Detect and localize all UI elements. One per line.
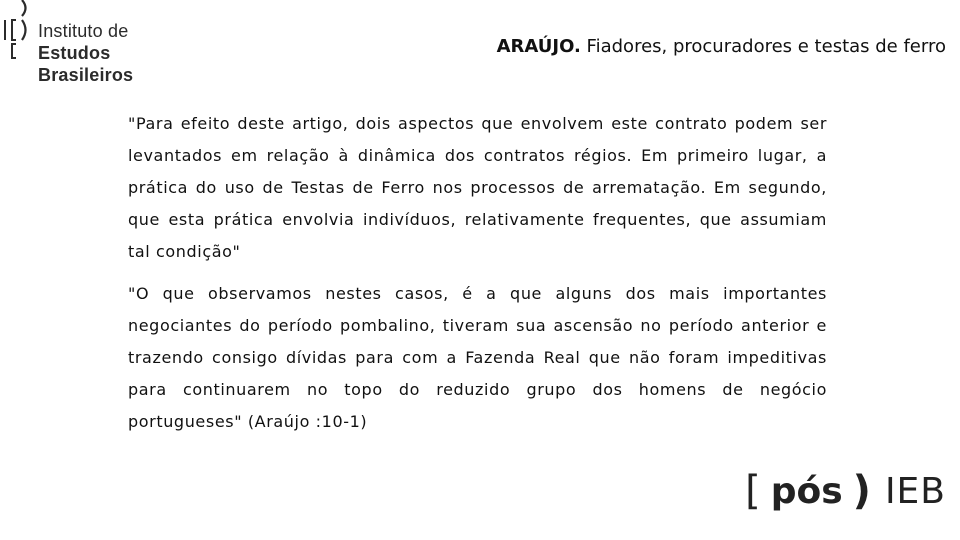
logo-line2-text: Estudos Brasileiros (38, 43, 134, 85)
pos-logo-paren: ) (852, 468, 871, 514)
page-title (497, 36, 946, 57)
pos-logo-bracket: [ (745, 468, 761, 514)
title-author: ARAÚJO. (496, 36, 581, 57)
pos-logo-pos: pós (770, 470, 843, 512)
logo-brackets-icon (2, 0, 32, 62)
quotes-body (128, 108, 827, 438)
pos-ieb-logo (745, 468, 946, 514)
title-text: Fiadores, procuradores e testas de ferro (580, 36, 946, 57)
quote-paragraph-2: "O que observamos nestes casos, é a que alguns dos mais importantes negociantes do período pombalino, tiveram sua ascensão no período anterior e trazendo consigo dívidas para com a Fazenda Real que não foram impeditivas para continuarem no topo do reduzido grupo dos homens de negócio portugueses" (Araújo :10-1) (128, 284, 827, 431)
logo-line1: Instituto de (38, 21, 129, 41)
logo-line2 (38, 42, 210, 86)
quote-paragraph-1: "Para efeito deste artigo, dois aspectos que envolvem este contrato podem ser levantados em relação à dinâmica dos contratos régios. Em primeiro lugar, a prática do uso de Testas de Ferro nos processos de arrematação. Em segundo, que esta prática envolvia indivíduos, relativamente frequentes, que assumiam tal condição" (128, 114, 827, 261)
ieb-logo (0, 0, 210, 85)
logo-text (38, 20, 210, 86)
pos-logo-ieb: IEB (884, 470, 946, 512)
